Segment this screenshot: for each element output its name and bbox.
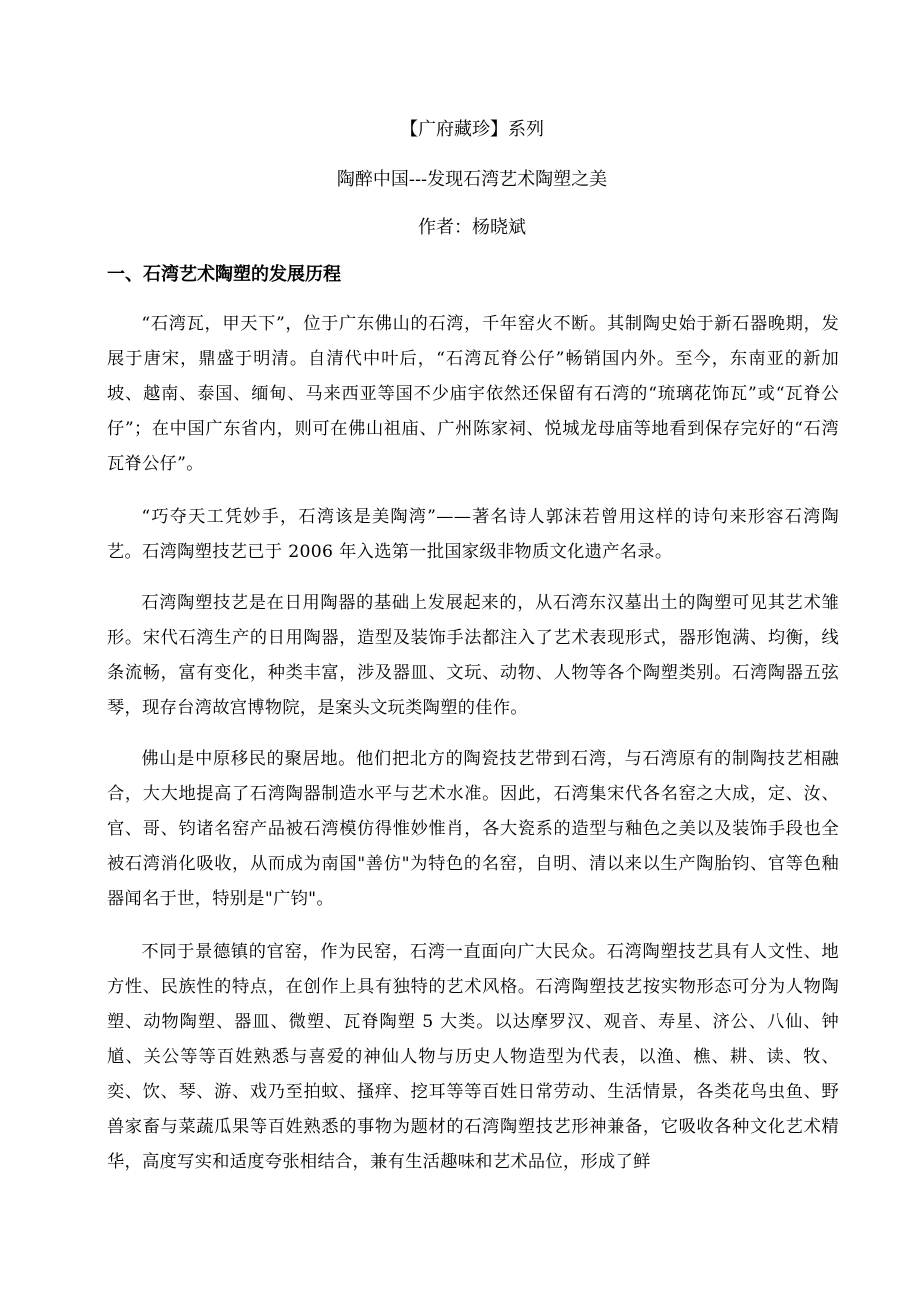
paragraph: 石湾陶塑技艺是在日用陶器的基础上发展起来的，从石湾东汉墓出土的陶塑可见其艺术雏形。宋代石湾生产的日用陶器，造型及装饰手法都注入了艺术表现形式，器形饱满、均衡，线条流畅，富有变化，种类丰富，涉及器皿、文玩、动物、人物等各个陶塑类别。石湾陶器五弦琴，现存台湾故宫博物院，是案头文玩类陶塑的佳作。 — [107, 593, 839, 718]
paragraph: “石湾瓦，甲天下”，位于广东佛山的石湾，千年窑火不断。其制陶史始于新石器晚期，发展于唐宋，鼎盛于明清。自清代中叶后，“石湾瓦脊公仔”畅销国内外。至今，东南亚的新加坡、越南、泰国、缅甸、马来西亚等国不少庙宇依然还保留有石湾的“琉璃花饰瓦”或“瓦脊公仔”；在中国广东省内，则可在佛山祖庙、广州陈家祠、悦城龙母庙等地看到保存完好的“石湾瓦脊公仔”。 — [107, 314, 839, 474]
paragraph: “巧夺天工凭妙手，石湾该是美陶湾”——著名诗人郭沫若曾用这样的诗句来形容石湾陶艺。石湾陶塑技艺已于 2006 年入选第一批国家级非物质文化遗产名录。 — [107, 507, 839, 562]
series-title: 【广府藏珍】系列 — [400, 119, 544, 140]
article-title: 陶醉中国---发现石湾艺术陶塑之美 — [336, 169, 608, 190]
paragraph: 佛山是中原移民的聚居地。他们把北方的陶瓷技艺带到石湾，与石湾原有的制陶技艺相融合，大大地提高了石湾陶器制造水平与艺术水准。因此，石湾集宋代各名窑之大成，定、汝、官、哥、钧诸名窑产品被石湾模仿得惟妙惟肖，各大瓷系的造型与釉色之美以及装饰手段也全被石湾消化吸收，从而成为南国"善仿"为特色的名窑，自明、清以来以生产陶胎钧、官等色釉器闻名于世，特别是"广钧"。 — [107, 749, 839, 909]
section-heading: 一、石湾艺术陶塑的发展历程 — [107, 264, 341, 285]
author-line: 作者：杨晓斌 — [418, 217, 526, 238]
paragraph: 不同于景德镇的官窑，作为民窑，石湾一直面向广大民众。石湾陶塑技艺具有人文性、地方性、民族性的特点，在创作上具有独特的艺术风格。石湾陶塑技艺按实物形态可分为人物陶塑、动物陶塑、器皿、微塑、瓦脊陶塑 5 大类。以达摩罗汉、观音、寿星、济公、八仙、钟馗、关公等等百姓熟悉与喜爱的神仙人物与历史人物造型为代表，以渔、樵、耕、读、牧、奕、饮、琴、游、戏乃至拍蚊、搔痒、挖耳等等百姓日常劳动、生活情景，各类花鸟虫鱼、野兽家畜与菜蔬瓜果等百姓熟悉的事物为题材的石湾陶塑技艺形神兼备，它吸收各种文化艺术精华，高度写实和适度夸张相结合，兼有生活趣味和艺术品位，形成了鲜 — [107, 942, 839, 1172]
